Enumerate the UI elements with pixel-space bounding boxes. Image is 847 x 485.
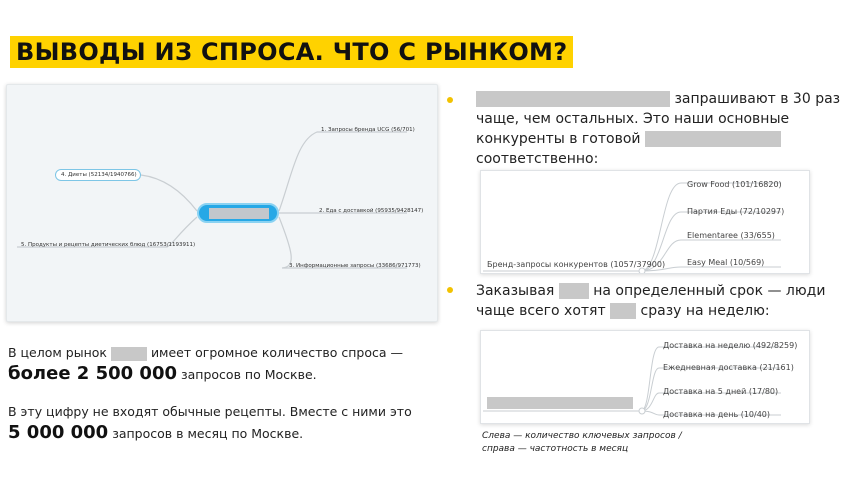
left-paragraph-2-line-2 (8, 422, 303, 443)
text-segment: сразу на неделю: (640, 303, 770, 319)
tree-item: Доставка на день (10/40) (663, 410, 771, 419)
mindmap-node-diets: 4. Диеты (52134/1940766) (61, 172, 137, 178)
redaction-block (209, 208, 269, 219)
tree-item: Ежедневная доставка (21/161) (663, 363, 794, 372)
tree-item: Доставка на 5 дней (17/80) (663, 387, 779, 396)
mindmap-center-node (197, 203, 279, 223)
mindmap-node-info: 3. Информационные запросы (33686/971773) (289, 263, 421, 269)
left-paragraph-2-line-1: В эту цифру не входят обычные рецепты. Вместе с ними это (8, 404, 412, 419)
tree-root-label: Бренд-запросы конкурентов (1057/37900) (487, 260, 666, 269)
tree-item: Grow Food (101/16820) (687, 180, 782, 189)
tree-item: Доставка на неделю (492/8259) (663, 341, 798, 350)
tree-item: Easy Meal (10/569) (687, 258, 765, 267)
bullet-1-line-2: чаще, чем остальных. Это наши основные (476, 111, 790, 127)
text-segment: имеет огромное количество спроса — (150, 345, 404, 360)
redaction-block (645, 131, 781, 147)
mindmap-node-brand: 1. Запросы бренда UCG (56/701) (321, 127, 415, 133)
text-segment: В целом рынок (8, 345, 107, 360)
text-segment: запрашивают в 30 раз (674, 91, 841, 107)
bullet-2-line-2 (476, 302, 770, 322)
caption-line-1: Слева — количество ключевых запросов / (482, 431, 682, 441)
caption-line-2: справа — частотность в месяц (482, 443, 629, 454)
page-title: ВЫВОДЫ ИЗ СПРОСА. ЧТО С РЫНКОМ? (10, 36, 573, 68)
left-paragraph-1-line-1 (8, 345, 403, 361)
left-paragraph-1-line-2 (8, 363, 317, 384)
redaction-block (111, 347, 147, 361)
mindmap-node-delivery: 2. Еда с доставкой (95935/9428147) (319, 208, 424, 214)
bullet-2-line-1 (476, 282, 825, 302)
redaction-block (487, 397, 633, 409)
bullet-icon (447, 287, 453, 293)
redaction-block (610, 303, 636, 319)
bullet-1-line-1 (476, 90, 840, 110)
highlight-number: более 2 500 000 (8, 363, 178, 384)
text-segment: конкуренты в готовой (476, 131, 641, 147)
text-segment: Заказывая (476, 283, 555, 299)
redaction-block (559, 283, 589, 299)
tree-item: Партия Еды (72/10297) (687, 207, 785, 216)
mindmap-node-recipes: 5. Продукты и рецепты диетических блюд (16753/1193911) (21, 242, 196, 248)
bullet-1-line-3 (476, 130, 781, 150)
redaction-block (476, 91, 670, 107)
text-segment: запросов по Москве. (181, 367, 317, 382)
text-segment: запросов в месяц по Москве. (112, 426, 304, 441)
tree-caption (482, 430, 682, 455)
mindmap-image (6, 84, 438, 322)
text-segment: на определенный срок — люди (593, 283, 826, 299)
text-segment: чаще всего хотят (476, 303, 606, 319)
competitor-brand-tree-image (480, 170, 810, 274)
tree-item: Elementaree (33/655) (687, 231, 775, 240)
highlight-number: 5 000 000 (8, 422, 109, 443)
bullet-1-line-4: соответственно: (476, 151, 599, 167)
bullet-icon (447, 97, 453, 103)
delivery-period-tree-image (480, 330, 810, 424)
